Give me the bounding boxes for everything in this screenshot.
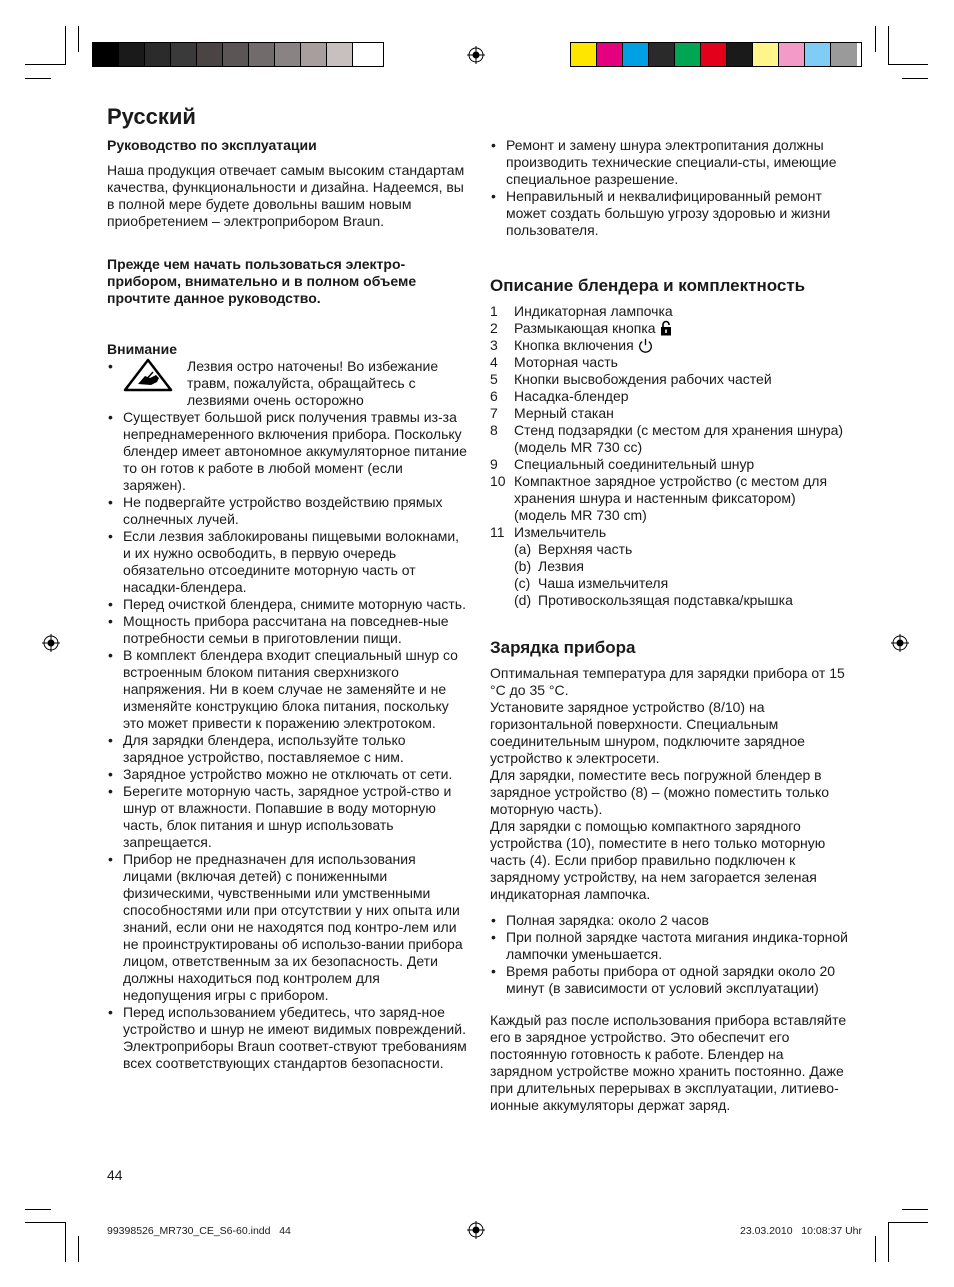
color-swatch bbox=[223, 43, 249, 66]
attention-heading: Внимание bbox=[107, 341, 177, 357]
list-item: • Мощность прибора рассчитана на повседнев-ные потребности семьи в приготовлении пищи. bbox=[107, 613, 467, 647]
list-item: • Прибор не предназначен для использования лицами (включая детей) с пониженными физическими, чувственными или умственными способностями или при отсутствии у них опыта или знаний, если они не находятся под контро-лем или не проинструктированы об использо-вании прибора лицом, ответственным за их безопасность. Дети должны находиться под контролем для недопущения игры с прибором. bbox=[107, 851, 467, 1004]
list-item: 6 Насадка-блендер bbox=[490, 388, 629, 404]
crop-mark bbox=[65, 1222, 66, 1262]
color-swatch bbox=[571, 43, 597, 66]
list-item: (c) Чаша измельчителя bbox=[514, 575, 669, 591]
color-swatch bbox=[249, 43, 275, 66]
list-item: 10 Компактное зарядное устройство (с местом для хранения шнура и настенным фиксатором) (модель MR 730 cm) bbox=[490, 473, 828, 523]
list-item: 9 Специальный соединительный шнур bbox=[490, 456, 755, 472]
list-item: • Если лезвия заблокированы пищевыми волокнами, и их нужно освободить, в первую очередь обязательно отсоедините моторную часть от насадки-блендера. bbox=[107, 528, 467, 596]
list-item: 8 Стенд подзарядки (с местом для хранения шнура) (модель MR 730 cc) bbox=[490, 422, 844, 455]
color-swatch bbox=[171, 43, 197, 66]
list-item: • Зарядное устройство можно не отключать от сети. bbox=[107, 766, 467, 783]
intro-paragraph: Наша продукция отвечает самым высоким стандартам качества, функциональности и дизайна. Надеемся, вы в полной мере будете довольны вашим новым приобретением – электроприбором Braun. bbox=[107, 162, 465, 229]
list-item: 5 Кнопки высвобождения рабочих частей bbox=[490, 371, 772, 387]
list-item: (b) Лезвия bbox=[514, 558, 584, 574]
color-swatch bbox=[675, 43, 701, 66]
crop-mark bbox=[78, 1236, 79, 1262]
footer-timestamp: 23.03.2010 10:08:37 Uhr bbox=[739, 1225, 862, 1237]
list-item: 1 Индикаторная лампочка bbox=[490, 303, 673, 319]
list-item: 2 Размыкающая кнопка bbox=[490, 320, 850, 337]
charging-paragraph: Оптимальная температура для зарядки прибора от 15 °C до 35 °C. Установите зарядное устройство (8/10) на горизонтальной поверхности. Специальным соединительным шнуром, подключите зарядное устройство к электросети. Для зарядки, поместите весь погружной блендер в зарядное устройство (8) – (можно поместить только моторную часть). Для зарядки с помощью компактного зарядного устройства (10), поместите в него только моторную часть (4). Если прибор правильно подключен к зарядному устройству, на нем загорается зеленая индикаторная лампочка. bbox=[490, 665, 845, 902]
blade-warning-icon bbox=[123, 358, 173, 392]
crop-mark bbox=[78, 26, 79, 52]
power-icon bbox=[638, 338, 653, 353]
chopper-subparts bbox=[490, 541, 850, 609]
charging-heading: Зарядка прибора bbox=[490, 638, 636, 657]
color-swatch bbox=[701, 43, 727, 66]
crop-mark bbox=[888, 1222, 928, 1223]
list-item: • Неправильный и неквалифицированный ремонт может создать большую угрозу здоровью и жизни пользователя. bbox=[490, 188, 850, 239]
list-item: 11 Измельчитель bbox=[490, 524, 607, 540]
list-item: • Не подвергайте устройство воздействию прямых солнечных лучей. bbox=[107, 494, 467, 528]
storage-paragraph: Каждый раз после использования прибора вставляйте его в зарядное устройство. Это обеспечит его постоянную готовность к работе. Блендер на зарядном устройстве можно хранить постоянно. Даже при длительных перерывах в эксплуатации, литиево-ионные аккумуляторы держат заряд. bbox=[490, 1012, 847, 1113]
crop-mark bbox=[902, 78, 928, 79]
read-first-notice: Прежде чем начать пользоваться электро-прибором, внимательно и в полном объеме прочтите данное руководство. bbox=[107, 256, 417, 306]
crop-mark bbox=[875, 26, 876, 52]
color-swatch bbox=[623, 43, 649, 66]
list-item: • Существует большой риск получения травмы из-за непреднамеренного включения прибора. Поскольку блендер имеет автономное аккумуляторное питание то он готов к работе в любой момент (если заряжен). bbox=[107, 409, 467, 494]
page-number: 44 bbox=[107, 1167, 123, 1183]
color-swatch bbox=[353, 43, 379, 66]
color-swatch bbox=[753, 43, 779, 66]
list-item: • При полной зарядке частота мигания индика-торной лампочки уменьшается. bbox=[490, 929, 850, 963]
color-swatch bbox=[727, 43, 753, 66]
list-item bbox=[107, 358, 467, 409]
color-swatch bbox=[93, 43, 119, 66]
charging-list bbox=[490, 912, 850, 997]
color-swatch bbox=[119, 43, 145, 66]
color-swatch bbox=[779, 43, 805, 66]
crop-mark bbox=[875, 1236, 876, 1262]
right-column bbox=[490, 137, 850, 1114]
left-column bbox=[107, 137, 467, 1072]
registration-mark-icon bbox=[891, 634, 909, 652]
registration-mark-icon bbox=[467, 46, 485, 64]
blade-warning-text: • Лезвия остро наточены! Во избежание травм, пожалуйста, обращайтесь с лезвиями очень осторожно bbox=[187, 358, 439, 408]
color-swatch bbox=[597, 43, 623, 66]
repair-list bbox=[490, 137, 850, 239]
crop-mark bbox=[25, 78, 51, 79]
process-color-bar bbox=[570, 42, 862, 67]
color-swatch bbox=[275, 43, 301, 66]
registration-mark-icon bbox=[42, 634, 60, 652]
list-item: 4 Моторная часть bbox=[490, 354, 618, 370]
color-swatch bbox=[327, 43, 353, 66]
crop-mark bbox=[25, 1209, 51, 1210]
color-swatch bbox=[649, 43, 675, 66]
description-heading: Описание блендера и комплектность bbox=[490, 276, 806, 295]
lock-icon bbox=[660, 320, 672, 336]
color-swatch bbox=[145, 43, 171, 66]
grayscale-color-bar bbox=[92, 42, 384, 67]
list-item: (d) Противоскользящая подставка/крышка bbox=[514, 592, 793, 608]
crop-mark bbox=[888, 64, 928, 65]
list-item: 3 Кнопка включения bbox=[490, 337, 850, 354]
crop-mark bbox=[902, 1209, 928, 1210]
list-item: • Для зарядки блендера, используйте только зарядное устройство, поставляемое с ним. bbox=[107, 732, 467, 766]
list-item: (a) Верхняя часть bbox=[514, 541, 633, 557]
list-item: 7 Мерный стакан bbox=[490, 405, 614, 421]
page-title: Русский bbox=[107, 104, 196, 129]
registration-mark-icon bbox=[467, 1221, 485, 1239]
crop-mark bbox=[25, 64, 65, 65]
list-item: • Перед использованием убедитесь, что заряд-ное устройство и шнур не имеют видимых повреждений. Электроприборы Braun соответ-ствуют требованиям всех соответствующих стандартов безопасности. bbox=[107, 1004, 467, 1072]
crop-mark bbox=[65, 26, 66, 65]
list-item: • Перед очисткой блендера, снимите моторную часть. bbox=[107, 596, 467, 613]
color-swatch bbox=[805, 43, 831, 66]
list-item: • Время работы прибора от одной зарядки около 20 минут (в зависимости от условий эксплуатации) bbox=[490, 963, 850, 997]
list-item: • В комплект блендера входит специальный шнур со встроенным блоком питания сверхнизкого напряжения. Ни в коем случае не заменяйте и не изменяйте конструкцию блока питания, поскольку это может привести к поражению электротоком. bbox=[107, 647, 467, 732]
parts-list bbox=[490, 303, 850, 541]
color-swatch bbox=[831, 43, 857, 66]
warnings-list bbox=[107, 358, 467, 1072]
crop-mark bbox=[888, 1222, 889, 1262]
list-item: • Берегите моторную часть, зарядное устрой-ство и шнур от влажности. Попавшие в воду моторную часть, блок питания и шнур использовать запрещается. bbox=[107, 783, 467, 851]
color-swatch bbox=[301, 43, 327, 66]
list-item: • Ремонт и замену шнура электропитания должны производить технические специали-сты, имеющие специальное разрешение. bbox=[490, 137, 850, 188]
footer-file-info: 99398526_MR730_CE_S6-60.indd 44 bbox=[107, 1225, 291, 1237]
manual-heading: Руководство по эксплуатации bbox=[107, 137, 317, 153]
list-item: • Полная зарядка: около 2 часов bbox=[490, 912, 850, 929]
crop-mark bbox=[25, 1222, 65, 1223]
color-swatch bbox=[197, 43, 223, 66]
crop-mark bbox=[888, 26, 889, 65]
